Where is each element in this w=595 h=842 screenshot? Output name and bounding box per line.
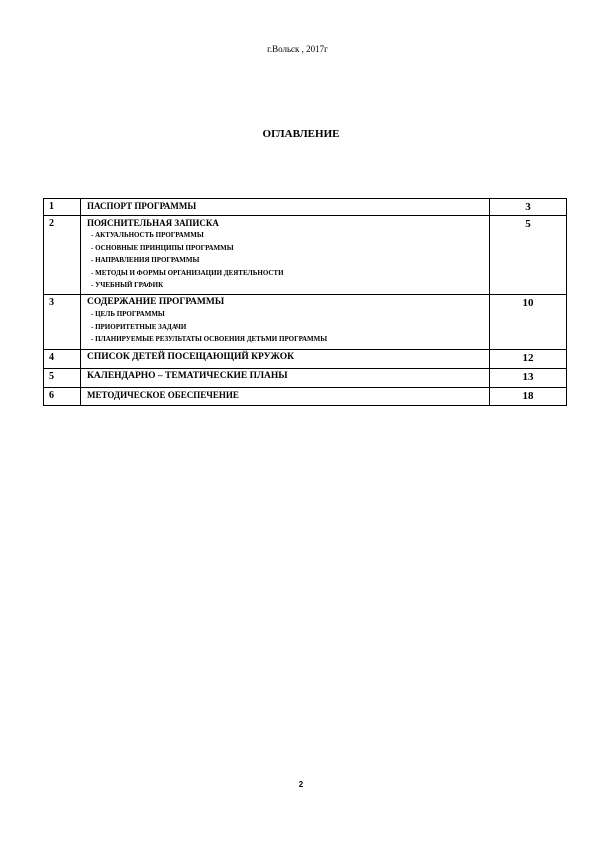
toc-row-number: 3 — [44, 295, 81, 350]
toc-subitem: - ПЛАНИРУЕМЫЕ РЕЗУЛЬТАТЫ ОСВОЕНИЯ ДЕТЬМИ ПРОГРАММЫ — [91, 335, 328, 343]
toc-row-cell — [81, 216, 490, 295]
toc-row — [44, 199, 567, 216]
toc-section-title: СОДЕРЖАНИЕ ПРОГРАММЫ — [87, 297, 225, 307]
toc-row-page: 18 — [490, 388, 567, 406]
toc-subitem: - ОСНОВНЫЕ ПРИНЦИПЫ ПРОГРАММЫ — [91, 243, 234, 252]
city-year-header: г.Вольск , 2017г — [267, 44, 328, 54]
toc-row-number: 1 — [44, 199, 81, 216]
toc-section-title: МЕТОДИЧЕСКОЕ ОБЕСПЕЧЕНИЕ — [87, 390, 239, 400]
toc-row-page: 12 — [490, 350, 567, 369]
toc-subitem: - ПРИОРИТЕТНЫЕ ЗАДАЧИ — [91, 322, 187, 331]
toc-section-title: ПАСПОРТ ПРОГРАММЫ — [87, 201, 197, 211]
toc-title: ОГЛАВЛЕНИЕ — [262, 128, 340, 140]
toc-table — [43, 198, 567, 406]
toc-row-page: 13 — [490, 369, 567, 388]
toc-row — [44, 350, 567, 369]
toc-row-number: 4 — [44, 350, 81, 369]
toc-row-cell — [81, 199, 490, 216]
toc-row-cell — [81, 369, 490, 388]
toc-row-cell — [81, 295, 490, 350]
toc-row — [44, 216, 567, 295]
toc-row — [44, 369, 567, 388]
toc-row — [44, 388, 567, 406]
toc-row-cell — [81, 388, 490, 406]
toc-subitem: - МЕТОДЫ И ФОРМЫ ОРГАНИЗАЦИИ ДЕЯТЕЛЬНОСТИ — [91, 268, 284, 277]
toc-row-cell — [81, 350, 490, 369]
toc-row-page: 5 — [490, 216, 567, 295]
toc-section-title: ПОЯСНИТЕЛЬНАЯ ЗАПИСКА — [87, 218, 219, 228]
toc-subitem: - УЧЕБНЫЙ ГРАФИК — [91, 281, 164, 289]
toc-row-number: 5 — [44, 369, 81, 388]
toc-row — [44, 295, 567, 350]
page-number: 2 — [298, 780, 304, 789]
toc-row-page: 3 — [490, 199, 567, 216]
toc-row-page: 10 — [490, 295, 567, 350]
toc-section-title: СПИСОК ДЕТЕЙ ПОСЕЩАЮЩИЙ КРУЖОК — [87, 352, 294, 362]
toc-subitem: - АКТУАЛЬНОСТЬ ПРОГРАММЫ — [91, 231, 204, 239]
toc-section-title: КАЛЕНДАРНО – ТЕМАТИЧЕСКИЕ ПЛАНЫ — [87, 371, 288, 381]
toc-subitem: - ЦЕЛЬ ПРОГРАММЫ — [91, 310, 165, 318]
toc-subitem: - НАПРАВЛЕНИЯ ПРОГРАММЫ — [91, 256, 200, 264]
toc-row-number: 2 — [44, 216, 81, 295]
toc-row-number: 6 — [44, 388, 81, 406]
